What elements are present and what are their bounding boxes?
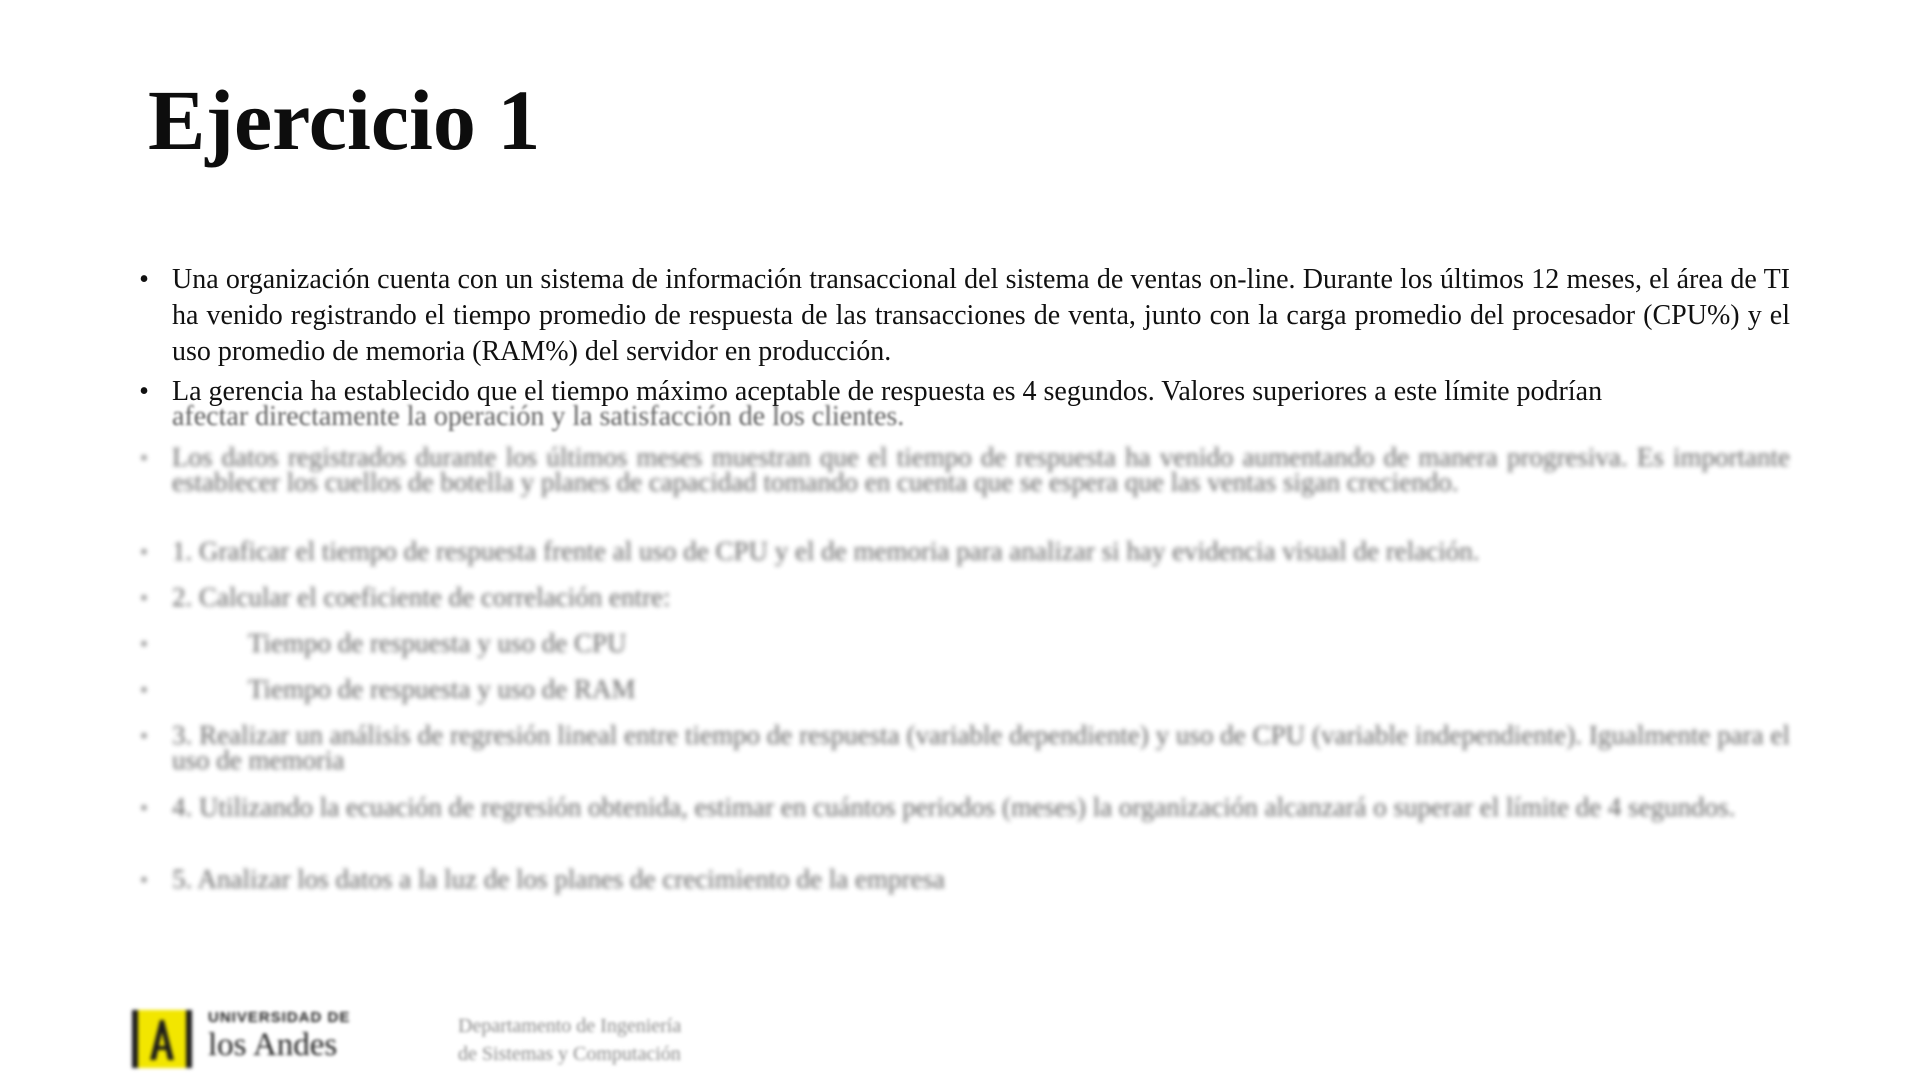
bullet-text: Los datos registrados durante los últimos meses muestran que el tiempo de respuesta ha venido aumentando de manera progresiva. Es importante establecer los cuellos de botella y planes de capacidad tomando en cuenta que se espera que las ventas sigan creciendo. <box>172 442 1790 497</box>
blurred-bullet-item <box>130 864 1790 895</box>
bullet-text: Una organización cuenta con un sistema de información transaccional del sistema de ventas on-line. Durante los últimos 12 meses, el área de TI ha venido registrando el tiempo promedio de respuesta de las transacciones de venta, junto con la carga promedio del procesador (CPU%) y el uso promedio de memoria (RAM%) del servidor en producción. <box>172 264 1790 367</box>
bullet-text: Tiempo de respuesta y uso de RAM <box>248 674 636 704</box>
bullet-mark: • <box>140 795 148 820</box>
bullet-text: 2. Calcular el coeficiente de correlación entre: <box>172 582 671 612</box>
bullet-text: La gerencia ha establecido que el tiempo máximo aceptable de respuesta es 4 segundos. Valores superiores a este límite podrían <box>172 376 1603 407</box>
bullet-text: Tiempo de respuesta y uso de CPU <box>248 628 627 658</box>
bullet-mark: • <box>140 723 148 748</box>
bullet-text: 5. Analizar los datos a la luz de los planes de crecimiento de la empresa <box>172 864 945 894</box>
blurred-sub-bullet-item <box>130 674 1790 705</box>
blurred-sub-bullet-item <box>130 628 1790 659</box>
bullet-mark: • <box>140 677 148 702</box>
blurred-bullet-item <box>130 792 1790 845</box>
bullet-text: 4. Utilizando la ecuación de regresión obtenida, estimar en cuántos periodos (meses) la organización alcanzará o superar el límite de 4 segundos. <box>172 792 1736 822</box>
bullet-mark: • <box>140 445 148 470</box>
department-line-2: de Sistemas y Computación <box>458 1043 681 1065</box>
bullet-text: 1. Graficar el tiempo de respuesta frente al uso de CPU y el de memoria para analizar si hay evidencia visual de relación. <box>172 536 1480 566</box>
bullet-item <box>130 262 1790 370</box>
department-line-1: Departamento de Ingeniería <box>458 1015 682 1037</box>
department-name <box>458 1012 758 1068</box>
bullet-mark: • <box>140 867 148 892</box>
footer <box>128 1008 748 1070</box>
university-logo-icon <box>128 1008 196 1070</box>
overlapping-text-line: afectar directamente la operación y la satisfacción de los clientes. <box>172 401 905 432</box>
bullet-mark: • <box>139 264 149 295</box>
bullet-mark: • <box>140 585 148 610</box>
logo-line-2: los Andes <box>208 1027 338 1063</box>
bullet-list <box>130 262 1790 410</box>
blurred-bullet-item <box>130 442 1790 521</box>
slide-title: Ejercicio 1 <box>148 72 541 168</box>
blurred-bullet-item <box>130 582 1790 613</box>
bullet-text: 3. Realizar un análisis de regresión lineal entre tiempo de respuesta (variable dependiente) y uso de CPU (variable independiente). Igualmente para el uso de memoria <box>172 720 1790 775</box>
logo-line-1: UNIVERSIDAD DE <box>208 1009 351 1026</box>
bullet-mark: • <box>140 631 148 656</box>
blurred-bullet-item <box>130 720 1790 775</box>
bullet-mark: • <box>139 376 149 407</box>
blurred-bullet-list <box>130 442 1790 895</box>
bullet-mark: • <box>140 539 148 564</box>
blurred-bullet-item <box>130 536 1790 567</box>
